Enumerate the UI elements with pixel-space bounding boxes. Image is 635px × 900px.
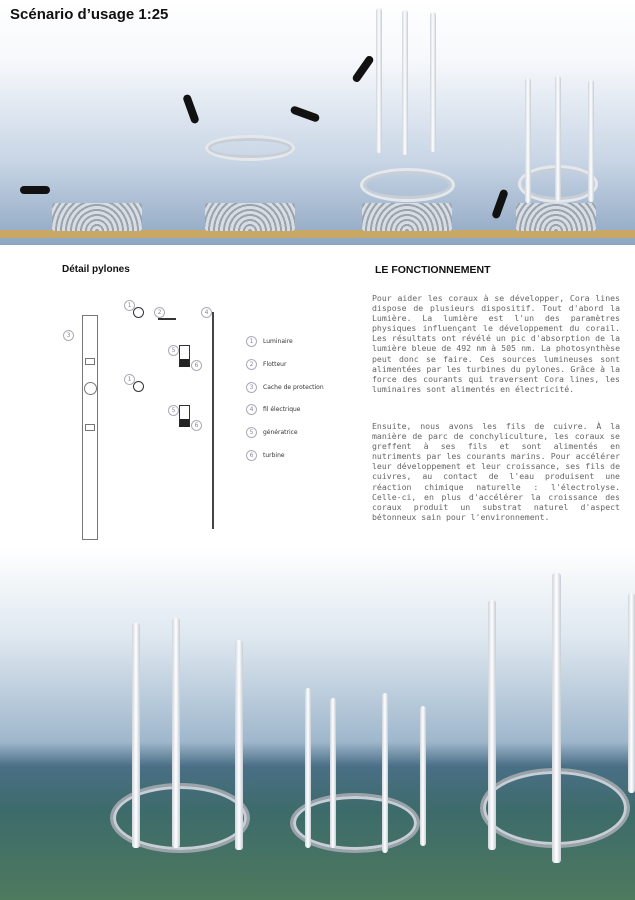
pylon — [555, 76, 561, 201]
pylon — [382, 693, 388, 853]
legend-number: 1 — [246, 336, 257, 347]
component — [85, 358, 95, 365]
legend-item: fil électrique — [263, 406, 301, 413]
label-number: 6 — [191, 420, 202, 431]
paragraph: Ensuite, nous avons les fils de cuivre. À la manière de parc de conchyliculture, les coraux se greffent à ses fils et sont alimentés en nutriments par les courants marins. Pour accélérer leur développement et leur croissance, ses fils de cuivres, au contact de l'eau produisent une réaction chimique naturelle : l'électrolyse. Celle-ci, en plus d'accélérer la croissance des coraux produit un substrat naturel d'aspect bétonneux sain pour l'environnement. — [372, 421, 620, 522]
detail-title: Détail pylones — [62, 264, 130, 275]
seabed — [0, 230, 635, 238]
legend-item: Flotteur — [263, 361, 287, 368]
pylon — [628, 593, 635, 793]
label-number: 2 — [154, 307, 165, 318]
pylon — [235, 640, 243, 850]
pylon — [376, 8, 382, 153]
pylon — [420, 706, 426, 846]
legend-number: 4 — [246, 404, 257, 415]
legend-item: Cache de protection — [263, 384, 324, 391]
usage-scenario-illustration — [0, 0, 635, 245]
pylon — [525, 78, 531, 203]
diver — [20, 186, 50, 194]
label-number: 5 — [168, 345, 179, 356]
section-title: LE FONCTIONNEMENT — [375, 264, 491, 276]
label-number: 3 — [63, 330, 74, 341]
pylon — [330, 698, 336, 848]
pylon — [305, 688, 311, 848]
underwater-render — [0, 548, 635, 900]
nest-structure — [360, 168, 455, 202]
label-number: 1 — [124, 300, 135, 311]
pylon — [588, 80, 594, 202]
pylon — [430, 12, 436, 152]
generator — [179, 405, 190, 427]
page-title: Scénario d’usage 1:25 — [10, 6, 169, 23]
legend-item: turbine — [263, 452, 285, 459]
pylon — [132, 623, 140, 848]
component — [84, 382, 97, 395]
legend-item: Luminaire — [263, 338, 293, 345]
diver — [290, 105, 321, 123]
nest-structure — [205, 135, 295, 161]
pylon — [488, 600, 496, 850]
luminaire — [133, 381, 144, 392]
legend-number: 3 — [246, 382, 257, 393]
legend-item: génératrice — [263, 429, 298, 436]
label-number: 4 — [201, 307, 212, 318]
luminaire — [133, 307, 144, 318]
pylon — [402, 10, 408, 155]
legend-number: 2 — [246, 359, 257, 370]
generator — [179, 345, 190, 367]
label-number: 1 — [124, 374, 135, 385]
legend-number: 6 — [246, 450, 257, 461]
nest-structure — [110, 783, 250, 853]
coral-base — [52, 203, 142, 231]
paragraph: Pour aider les coraux à se développer, Cora lines dispose de plusieurs dispositif. Tout d'abord la Lumière. La lumière est l'un des paramètres physiques influençant le développement du corail. Les résultats ont révélé un pic d'absorption de la lumière bleue de 492 nm à 505 nm. La photosynthèse peut donc se faire. Ces sources lumineuses sont alimentées par les turbines du pylones. Grâce à la force des courants qui traversent Cora lines, les luminaires sont alimentés en électricité. — [372, 293, 620, 394]
diver — [351, 54, 375, 83]
electric-wire — [212, 312, 214, 529]
pylon — [172, 618, 180, 848]
label-number: 6 — [191, 360, 202, 371]
component — [85, 424, 95, 431]
float — [158, 318, 176, 320]
diver — [182, 94, 200, 125]
coral-base — [516, 203, 596, 231]
pylon — [552, 573, 561, 863]
coral-base — [205, 203, 295, 231]
label-number: 5 — [168, 405, 179, 416]
legend-number: 5 — [246, 427, 257, 438]
diver — [491, 189, 509, 220]
coral-base — [362, 203, 452, 231]
